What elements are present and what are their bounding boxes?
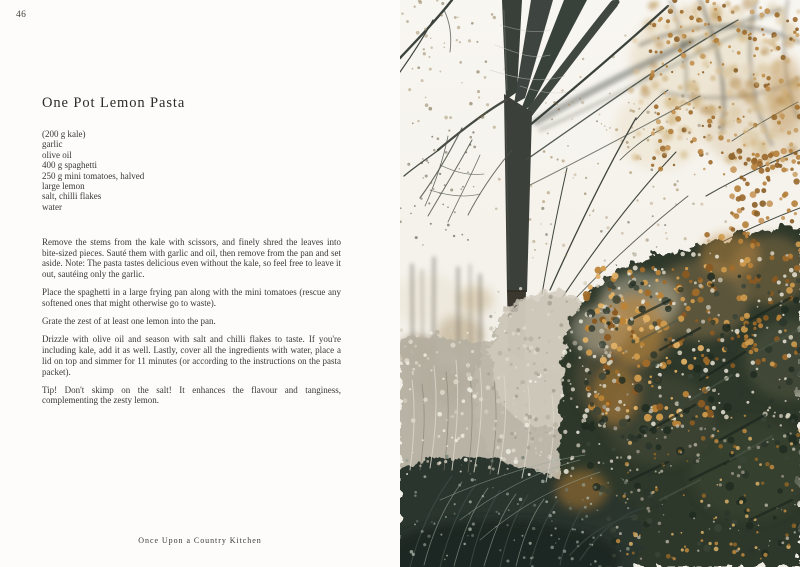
step-paragraph: Grate the zest of at least one lemon into the pan. (42, 316, 216, 327)
ingredient-line: olive oil (42, 149, 72, 160)
ingredient-line: large lemon (42, 181, 85, 192)
recipe-title: One Pot Lemon Pasta (42, 95, 186, 111)
recipe-photo (400, 0, 800, 567)
ingredient-line: (200 g kale) (42, 129, 86, 139)
step-paragraph: Drizzle with olive oil and season with salt and chilli flakes to taste. If you're including kale, add it as well. Lastly, cover all the ingredients with water, place a lid on top and simmer for 11 minutes (or according to the instructions on the pasta packet). (42, 334, 341, 377)
ingredient-line: salt, chilli flakes (42, 191, 102, 202)
nature-photo-illustration (400, 0, 800, 567)
ingredients-list (42, 129, 144, 212)
ingredient-line: garlic (42, 139, 63, 150)
step-paragraph: Place the spaghetti in a large frying pan along with the mini tomatoes (rescue any softened ones that might otherwise go to waste). (42, 287, 341, 309)
step-paragraph: Tip! Don't skimp on the salt! It enhances the flavour and tanginess, complementing the zesty lemon. (42, 384, 341, 406)
step-paragraph: Remove the stems from the kale with scissors, and finely shred the leaves into bite-sized pieces. Sauté them with garlic and oil, then remove from the pan and set aside. Note: The pasta tastes delicious even without the kale, so feel free to leave it out, sautéing only the garlic. (42, 237, 341, 280)
ingredient-line: 250 g mini tomatoes, halved (42, 170, 145, 181)
recipe-steps (42, 237, 341, 414)
ingredient-line: 400 g spaghetti (42, 160, 97, 171)
book-title-footer: Once Upon a Country Kitchen (138, 536, 262, 545)
page-number: 46 (16, 10, 27, 20)
ingredient-line: water (42, 201, 62, 212)
